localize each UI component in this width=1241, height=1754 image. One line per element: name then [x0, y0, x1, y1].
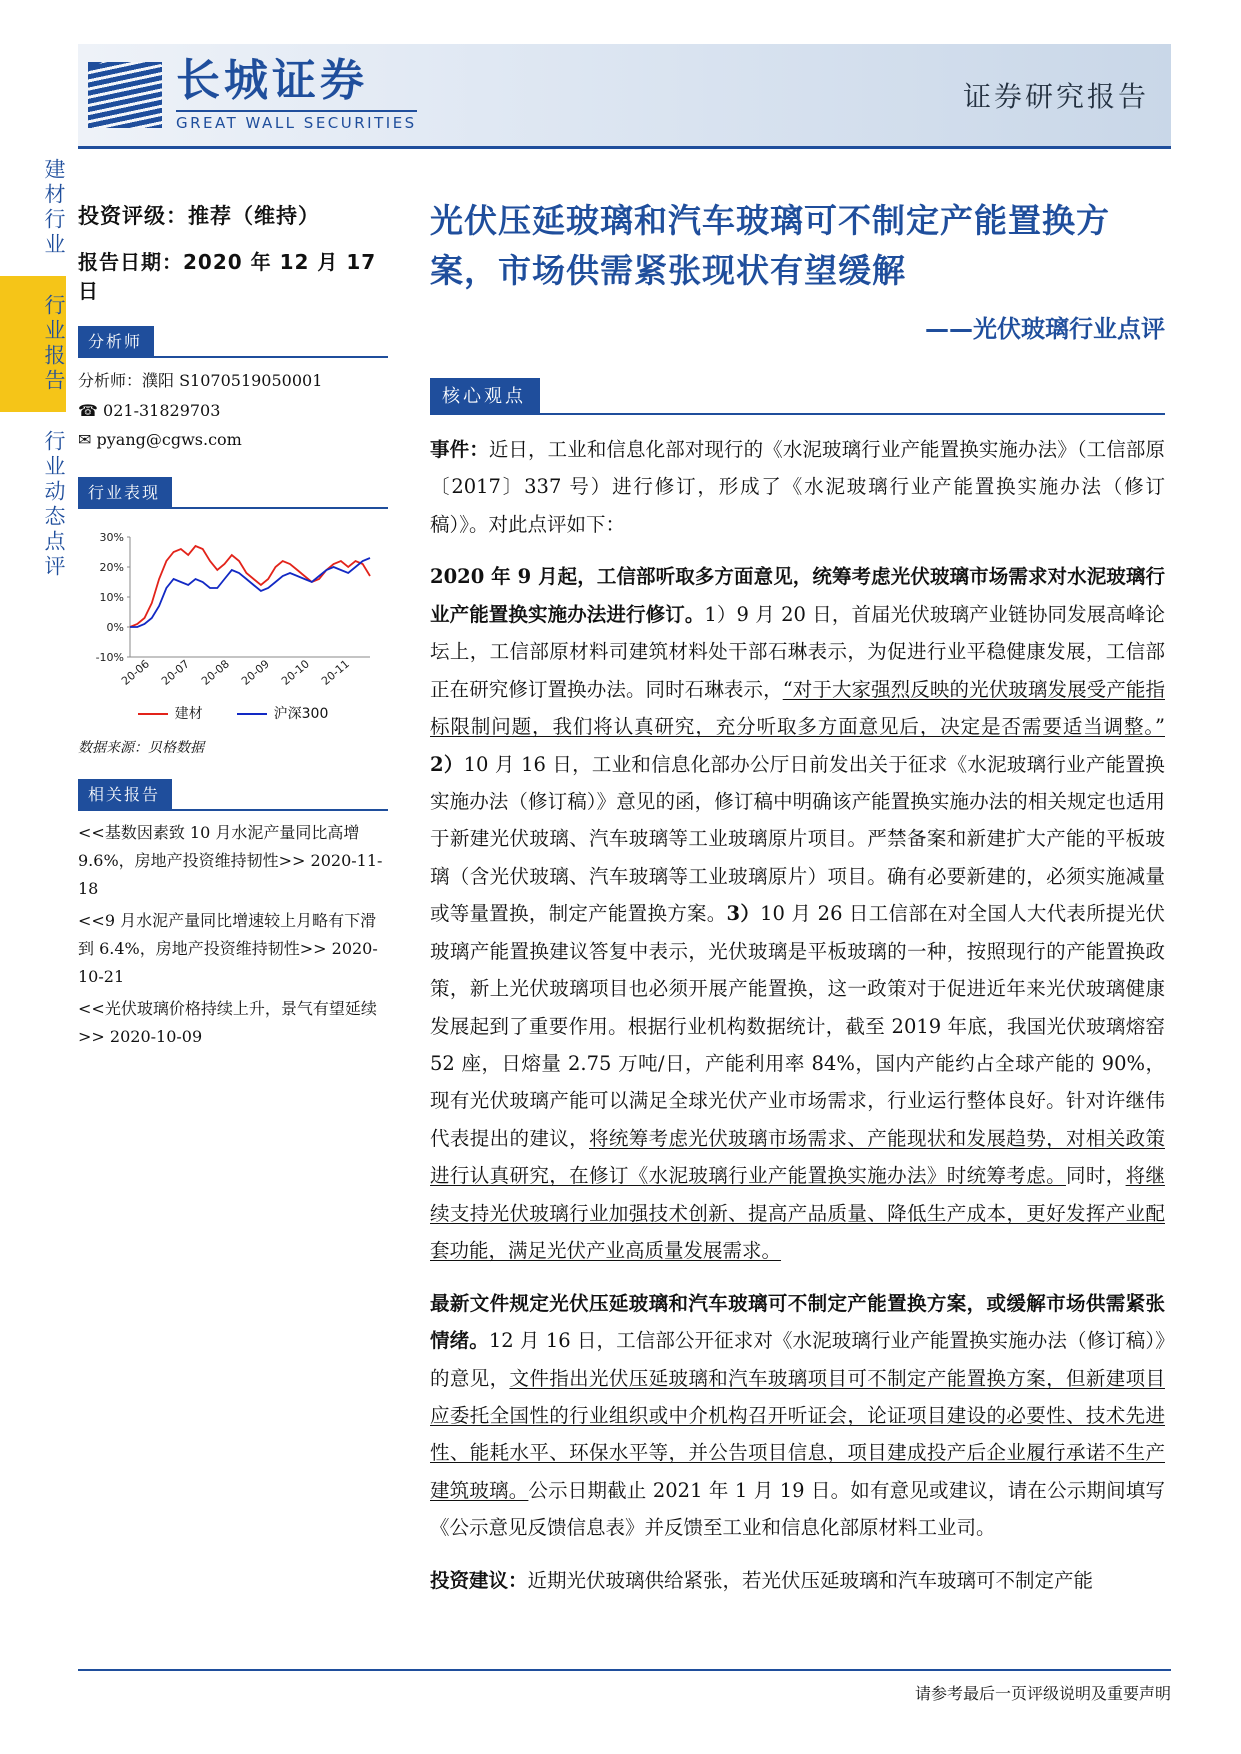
envelope-icon: ✉	[78, 430, 92, 450]
side-tab-strip	[0, 140, 66, 1694]
analyst-section-header: 分析师	[78, 326, 154, 356]
legend-item-hs300: 沪深300	[237, 703, 329, 723]
text-run-underlined: 将继续支持光伏玻璃行业加强技术创新、提高产品质量、降低生产成本，更好发挥产业配套功能，满足光伏产业高质量发展需求。	[430, 1164, 1165, 1263]
phone-icon: ☎	[78, 400, 98, 420]
page-footer: 请参考最后一页评级说明及重要声明	[78, 1669, 1171, 1704]
great-wall-logo-icon	[88, 62, 162, 128]
list-item[interactable]: <<光伏玻璃价格持续上升，景气有望延续>> 2020-10-09	[78, 998, 377, 1046]
page-subtitle: ——光伏玻璃行业点评	[925, 315, 1165, 343]
side-tab-report: 行业报告	[0, 276, 66, 412]
chart-legend	[78, 703, 388, 723]
performance-line-chart-svg	[78, 519, 378, 699]
text-run: 10 月 26 日工信部在对全国人大代表所提光伏玻璃产能置换建议答复中表示，光伏玻璃是平板玻璃的一种，按照现行的产能置换政策，新上光伏玻璃项目也必须开展产能置换，这一政策对于促进近年来光伏玻璃健康发展起到了重要作用。根据行业机构数据统计，截至 2019 年底，我国光伏玻璃熔窑 52 座，日熔量 2.75 万吨/日，产能利用率 84%，国内产能约占全球产能的 90%，现有光伏玻璃产能可以满足全球光伏产业市场需求，行业运行整体良好。针对许继伟代表提出的建议，	[430, 902, 1165, 1150]
svg-text:20-10: 20-10	[279, 657, 312, 688]
p-event	[430, 431, 1165, 543]
report-header	[78, 44, 1171, 149]
text-run-underlined: 将统筹考虑光伏玻璃市场需求、产能现状和发展趋势，对相关政策进行认真研究，在修订《水泥玻璃行业产能置换实施办法》时统筹考虑。	[430, 1126, 1165, 1188]
analyst-phone: 021-31829703	[103, 400, 221, 420]
brand-name-en: GREAT WALL SECURITIES	[176, 110, 417, 131]
text-run-bold: 3）	[726, 902, 761, 926]
brand-text	[176, 55, 417, 132]
core-view-header: 核心观点	[430, 378, 540, 413]
chart-source: 数据来源：贝格数据	[78, 739, 204, 756]
text-run: 12 月 16 日，工信部公开征求对《水泥玻璃行业产能置换实施办法（修订稿）》的意见，	[430, 1329, 1165, 1390]
svg-text:30%: 30%	[99, 530, 124, 544]
text-run: 公示日期截止 2021 年 1 月 19 日。如有意见或建议，请在公示期间填写《公示意见反馈信息表》并反馈至工业和信息化部原材料工业司。	[430, 1478, 1165, 1540]
p-newdoc	[430, 1285, 1165, 1547]
text-run: 1）9 月 20 日，首届光伏玻璃产业链协同发展高峰论坛上，工信部原材料司建筑材料处干部石琳表示，为促进行业平稳健康发展，工信部正在研究修订置换办法。同时石琳表示，	[430, 602, 1165, 701]
brand-name-cn: 长城证券	[176, 55, 368, 106]
brand-logo	[88, 55, 417, 132]
text-run-bold: 2）	[430, 752, 464, 776]
svg-text:20-09: 20-09	[239, 657, 272, 688]
list-item[interactable]: <<9 月水泥产量同比增速较上月略有下滑到 6.4%，房地产投资维持韧性>> 2020-10-21	[78, 910, 378, 986]
svg-text:20%: 20%	[99, 560, 124, 574]
legend-item-jiancai: 建材	[138, 703, 203, 723]
text-run-bold: 投资建议：	[430, 1568, 528, 1592]
core-view-rule	[430, 413, 1165, 415]
svg-text:0%: 0%	[106, 620, 124, 634]
investment-rating: 投资评级：推荐（维持）	[78, 204, 320, 228]
left-sidebar	[78, 200, 388, 1055]
text-run: 10 月 16 日，工业和信息化部办公厅日前发出关于征求《水泥玻璃行业产能置换实施办法（修订稿）》意见的函，修订稿中明确该产能置换实施办法的相关规定也适用于新建光伏玻璃、汽车玻璃等工业玻璃原片项目。严禁备案和新建扩大产能的平板玻璃（含光伏玻璃、汽车玻璃等工业玻璃原片）项目。确有必要新建的，必须实施减量或等量置换，制定产能置换方案。	[430, 752, 1165, 926]
related-reports-header: 相关报告	[78, 779, 172, 809]
report-date: 报告日期：2020 年 12 月 17 日	[78, 250, 377, 303]
related-reports-list	[78, 811, 388, 1051]
text-run-bold: 最新文件规定光伏压延玻璃和汽车玻璃可不制定产能置换方案，或缓解市场供需紧张情绪。	[430, 1291, 1165, 1353]
text-run-underlined: “对于大家强烈反映的光伏玻璃发展受产能指标限制问题，我们将认真研究，充分听取多方面意见后，决定是否需要适当调整。”	[430, 677, 1165, 739]
svg-text:10%: 10%	[99, 590, 124, 604]
p-sep	[430, 558, 1165, 1269]
text-run-bold: 事件：	[430, 438, 489, 461]
svg-text:20-08: 20-08	[199, 657, 232, 688]
list-item[interactable]: <<基数因素致 10 月水泥产量同比高增 9.6%，房地产投资维持韧性>> 2020-11-18	[78, 822, 383, 898]
analyst-info	[78, 358, 388, 455]
side-tab-industry: 建材行业	[0, 140, 66, 276]
main-content	[430, 196, 1165, 1614]
text-run: 近日，工业和信息化部对现行的《水泥玻璃行业产能置换实施办法》（工信部原〔2017〕337 号）进行修订，形成了《水泥玻璃行业产能置换实施办法（修订稿）》。对此点评如下：	[430, 438, 1165, 536]
text-run: 同时，	[1065, 1164, 1126, 1188]
side-tab-dynamic-review: 行业动态点评	[0, 412, 66, 598]
svg-text:20-06: 20-06	[119, 657, 152, 688]
text-run: 近期光伏玻璃供给紧张，若光伏压延玻璃和汽车玻璃可不制定产能	[527, 1568, 1094, 1592]
p-advice	[430, 1562, 1165, 1599]
text-run-bold: 2020 年 9 月起，工信部听取多方面意见，统筹考虑光伏玻璃市场需求对水泥玻璃行业产能置换实施办法进行修订。	[430, 565, 1165, 626]
svg-text:20-07: 20-07	[159, 657, 192, 688]
performance-section-header: 行业表现	[78, 477, 172, 507]
body-text	[430, 431, 1165, 1599]
analyst-name: 分析师：濮阳 S1070519050001	[78, 371, 323, 390]
analyst-email-row	[78, 425, 388, 455]
page-title: 光伏压延玻璃和汽车玻璃可不制定产能置换方案，市场供需紧张现状有望缓解	[430, 201, 1110, 290]
svg-text:20-11: 20-11	[319, 657, 352, 688]
svg-text:-10%: -10%	[95, 650, 124, 664]
industry-performance-chart	[78, 519, 388, 757]
performance-section-rule	[78, 507, 388, 509]
text-run-underlined: 文件指出光伏压延玻璃和汽车玻璃项目可不制定产能置换方案，但新建项目应委托全国性的行业组织或中介机构召开听证会，论证项目建设的必要性、技术先进性、能耗水平、环保水平等，并公告项目信息，项目建成投产后企业履行承诺不生产建筑玻璃。	[430, 1366, 1165, 1502]
analyst-phone-row	[78, 396, 388, 426]
analyst-email[interactable]: pyang@cgws.com	[96, 430, 242, 450]
report-type-label: 证券研究报告	[962, 80, 1149, 113]
